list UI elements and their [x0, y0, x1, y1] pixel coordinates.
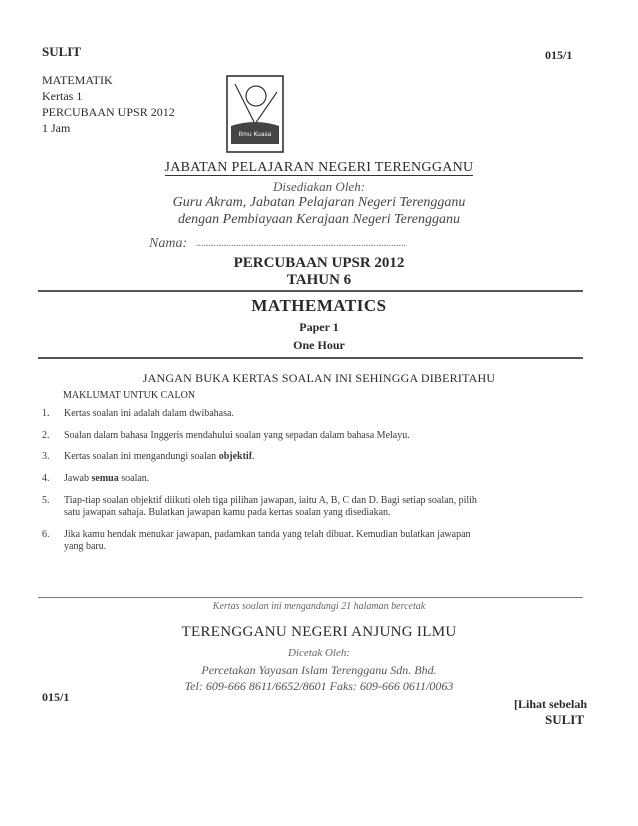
classification-label: SULIT [42, 44, 82, 59]
printer-contact: Tel: 609-666 8611/6652/8601 Faks: 609-666 0611/0063 [184, 679, 454, 693]
year-level: TAHUN 6 [286, 272, 352, 288]
page-count-note: Kertas soalan ini mengandungi 21 halaman bercetak [212, 601, 426, 612]
instruction-item: 5. Tiap-tiap soalan objektif diikuti oleh tiga pilihan jawapan, iaitu A, B, C dan D. Bagi setiap soalan, pilih satu jawapan sahaja. Bulatkan jawapan kamu pada kertas soalan yang disediakan. [42, 495, 477, 518]
prepared-by-label: Disediakan Oleh: [272, 179, 366, 194]
paper-number: Kertas 1 [42, 89, 83, 103]
paper-code: 015/1 [545, 48, 573, 62]
exam-title: PERCUBAAN UPSR 2012 [233, 255, 405, 271]
duration: 1 Jam [42, 121, 71, 135]
subject-block [42, 72, 175, 136]
name-label: Nama: [149, 236, 188, 251]
instructions-title: MAKLUMAT UNTUK CALON [63, 390, 196, 401]
emblem-logo [225, 74, 285, 154]
divider-bottom [38, 357, 583, 359]
warning-notice: JANGAN BUKA KERTAS SOALAN INI SEHINGGA DIBERITAHU [142, 371, 496, 385]
duration-title: One Hour [293, 338, 345, 352]
exam-name: PERCUBAAN UPSR 2012 [42, 105, 175, 119]
footer-divider [38, 597, 583, 598]
paper-title: Paper 1 [299, 320, 339, 334]
instructions-list [42, 408, 482, 553]
printed-by-label: Dicetak Oleh: [288, 647, 350, 659]
instruction-item: 4. Jawab semua soalan. [42, 473, 150, 484]
divider-top [38, 290, 583, 292]
footer-classification: SULIT [545, 712, 585, 727]
printer-name: Percetakan Yayasan Islam Terengganu Sdn. Bhd. [201, 663, 437, 677]
instruction-item: 3. Kertas soalan ini mengandungi soalan objektif. [42, 451, 255, 462]
next-page-note: [Lihat sebelah [514, 697, 588, 711]
prepared-by-line1: Guru Akram, Jabatan Pelajaran Negeri Terengganu [172, 195, 466, 210]
prepared-by-line2: dengan Pembiayaan Kerajaan Negeri Terengganu [177, 212, 461, 227]
instruction-item: 2. Soalan dalam bahasa Inggeris mendahului soalan yang sepadan dalam bahasa Melayu. [42, 430, 410, 441]
logo-text: Ilmu Kuasa [238, 131, 272, 138]
subject-title: MATHEMATICS [251, 296, 387, 315]
instruction-item: 6. Jika kamu hendak menukar jawapan, padamkan tanda yang telah dibuat. Kemudian bulatkan jawapan yang baru. [42, 529, 471, 552]
subject-name: MATEMATIK [42, 73, 113, 87]
organization-name: JABATAN PELAJARAN NEGERI TERENGGANU [164, 160, 474, 175]
state-motto: TERENGGANU NEGERI ANJUNG ILMU [181, 624, 457, 640]
footer-paper-code: 015/1 [42, 690, 70, 704]
instruction-item: 1. Kertas soalan ini adalah dalam dwibahasa. [42, 408, 234, 419]
name-field[interactable]: .................................................................................... [196, 238, 406, 249]
